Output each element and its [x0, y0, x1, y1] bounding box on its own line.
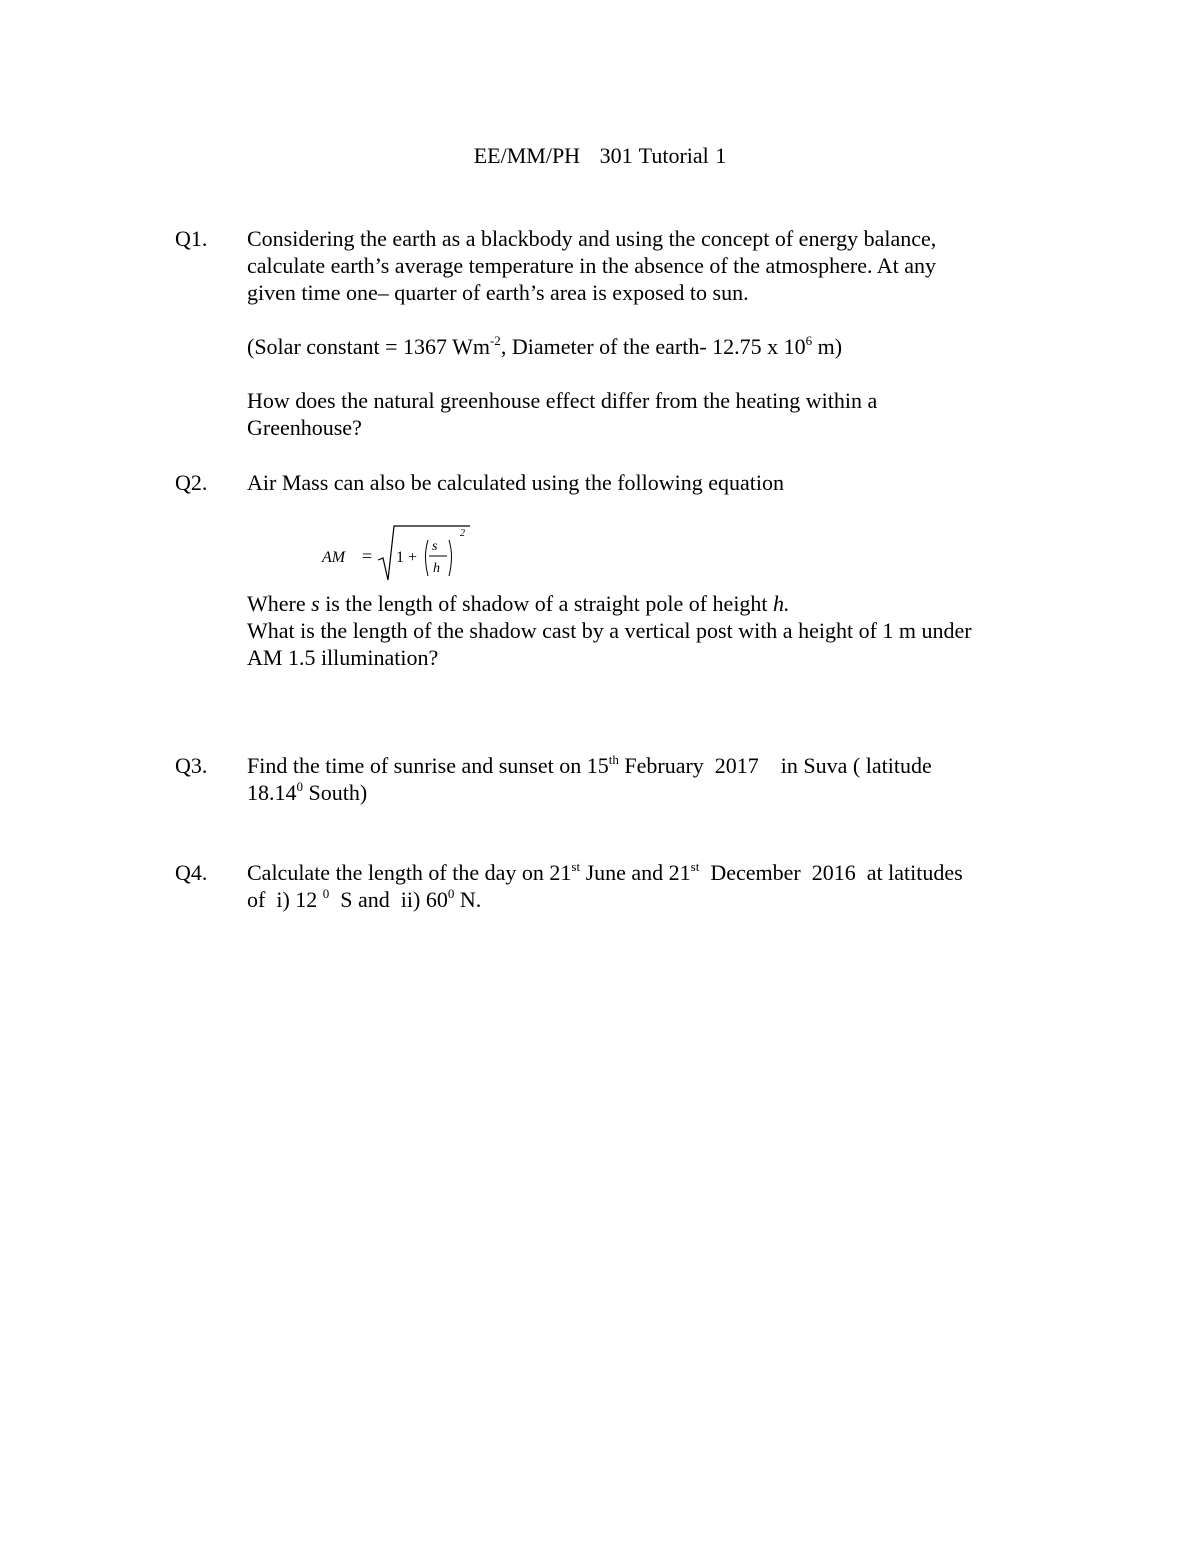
question-2-intro: Air Mass can also be calculated using the following equation [247, 470, 785, 495]
right-paren [449, 540, 452, 576]
followup-line-1: How does the natural greenhouse effect differ from the heating within a [247, 388, 878, 413]
q4-part-d: of i) 12 [247, 887, 323, 912]
q3-part-b: February 2017 in Suva ( latitude [618, 753, 932, 778]
question-2-line-1: What is the length of the shadow cast by a vertical post with a height of 1 m under [247, 618, 972, 643]
formula-exponent: 2 [460, 528, 465, 539]
constants-part-a: (Solar constant = 1367 Wm [247, 334, 490, 359]
q4-part-b: June and 21 [580, 860, 691, 885]
question-4-line-1 [247, 859, 1037, 886]
constants-part-b: , Diameter of the earth- 12.75 x 10 [500, 334, 806, 359]
question-3-line-2 [247, 779, 1037, 806]
q3-degree: 0 [296, 779, 303, 794]
where-line [247, 590, 1037, 617]
q3-part-d: South) [303, 780, 368, 805]
q4-part-f: N. [454, 887, 482, 912]
formula-lhs: AM [322, 549, 346, 566]
question-4-label: Q4. [175, 860, 208, 885]
formula-numerator: s [432, 539, 438, 554]
sqrt-radical [378, 526, 470, 580]
question-2-label: Q2. [175, 470, 208, 495]
q4-part-e: S and ii) 60 [329, 887, 448, 912]
where-part-b: is the length of shadow of a straight pole of height [319, 591, 774, 616]
formula-equals: = [362, 546, 373, 566]
question-1-line-2: calculate earth’s average temperature in the absence of the atmosphere. At any [247, 253, 937, 278]
question-1-line-1: Considering the earth as a blackbody and using the concept of energy balance, [247, 226, 937, 251]
question-1-label: Q1. [175, 226, 208, 251]
page-title: EE/MM/PH 301 Tutorial 1 [473, 143, 727, 168]
question-2-line-2: AM 1.5 illumination? [247, 645, 439, 670]
question-4-line-2 [247, 886, 1037, 913]
question-3-label: Q3. [175, 753, 208, 778]
q4-ordinal-st-1: st [571, 859, 581, 874]
constants-part-c: m) [812, 334, 843, 359]
constants-line [247, 333, 1037, 360]
where-symbol-h: h. [773, 591, 790, 616]
question-1-body [247, 225, 1037, 306]
left-paren [426, 540, 429, 576]
where-symbol-s: s [311, 591, 320, 616]
question-2-body [247, 590, 1037, 671]
question-3-body [247, 752, 1037, 806]
question-1-line-3: given time one– quarter of earth’s area is exposed to sun. [247, 280, 749, 305]
q4-part-c: December 2016 at latitudes [699, 860, 963, 885]
question-4-body [247, 859, 1037, 913]
question-3-line-1 [247, 752, 1037, 779]
q4-ordinal-st-2: st [690, 859, 700, 874]
question-1-followup [247, 387, 1037, 441]
q3-part-c: 18.14 [247, 780, 297, 805]
q4-degree-1: 0 [322, 886, 330, 901]
constants-exponent-2: 6 [805, 333, 813, 348]
q4-degree-2: 0 [447, 886, 455, 901]
q3-part-a: Find the time of sunrise and sunset on 15 [247, 753, 609, 778]
where-part-a: Where [247, 591, 312, 616]
air-mass-formula [320, 518, 480, 588]
question-1-constants [247, 333, 1037, 360]
q4-part-a: Calculate the length of the day on 21 [247, 860, 572, 885]
formula-one-plus: 1 + [396, 549, 418, 566]
constants-exponent-1: -2 [489, 333, 501, 348]
formula-denominator: h [433, 561, 440, 576]
q3-ordinal-th: th [608, 752, 619, 767]
followup-line-2: Greenhouse? [247, 415, 362, 440]
